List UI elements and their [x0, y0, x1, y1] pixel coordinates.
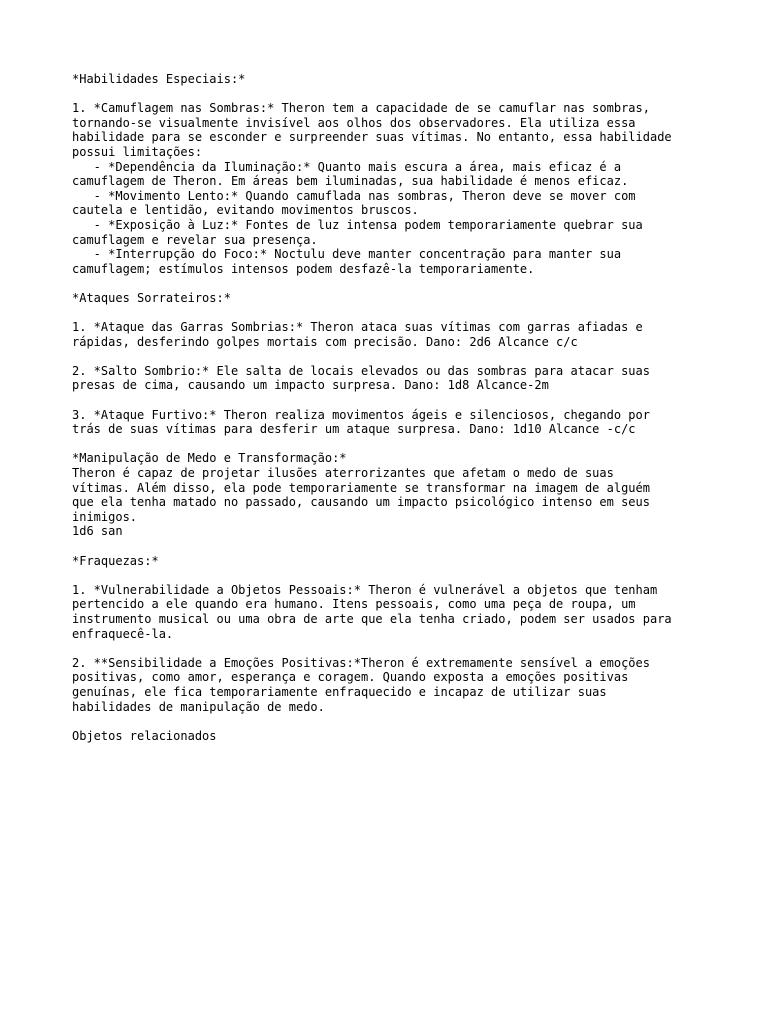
document-body-text: *Habilidades Especiais:* 1. *Camuflagem nas Sombras:* Theron tem a capacidade de se camuflar nas sombras, tornando-se visualmente invisível aos olhos dos observadores. Ela utiliza essa habilidade para se esconder e surpreender suas vítimas. No entanto, essa habilidade possui limitações: - *Dependência da Iluminação:* Quanto mais escura a área, mais eficaz é a camuflagem de Theron. Em áreas bem iluminadas, sua habilidade é menos eficaz. - *Movimento Lento:* Quando camuflada nas sombras, Theron deve se mover com cautela e lentidão, evitando movimentos bruscos. - *Exposição à Luz:* Fontes de luz intensa podem temporariamente quebrar sua camuflagem e revelar sua presença. - *Interrupção do Foco:* Noctulu deve manter concentração para manter sua camuflagem; estímulos intensos podem desfazê-la temporariamente. *Ataques Sorrateiros:* 1. *Ataque das Garras Sombrias:* Theron ataca suas vítimas com garras afiadas e rápidas, desferindo golpes mortais com precisão. Dano: 2d6 Alcance c/c 2. *Salto Sombrio:* Ele salta de locais elevados ou das sombras para atacar suas presas de cima, causando um impacto surpresa. Dano: 1d8 Alcance-2m 3. *Ataque Furtivo:* Theron realiza movimentos ágeis e silenciosos, chegando por trás de suas vítimas para desferir um ataque surpresa. Dano: 1d10 Alcance -c/c *Manipulação de Medo e Transformação:* Theron é capaz de projetar ilusões aterrorizantes que afetam o medo de suas vítimas. Além disso, ela pode temporariamente se transformar na imagem de alguém que ela tenha matado no passado, causando um impacto psicológico intenso em seus inimigos. 1d6 san *Fraquezas:* 1. *Vulnerabilidade a Objetos Pessoais:* Theron é vulnerável a objetos que tenham pertencido a ele quando era humano. Itens pessoais, como uma peça de roupa, um instrumento musical ou uma obra de arte que ela tenha criado, podem ser usados para enfraquecê-la. 2. **Sensibilidade a Emoções Positivas:*Theron é extremamente sensível a emoções positivas, como amor, esperança e coragem. Quando exposta a emoções positivas genuínas, ele fica temporariamente enfraquecido e incapaz de utilizar suas habilidades de manipulação de medo. Objetos relacionados: [72, 72, 672, 743]
